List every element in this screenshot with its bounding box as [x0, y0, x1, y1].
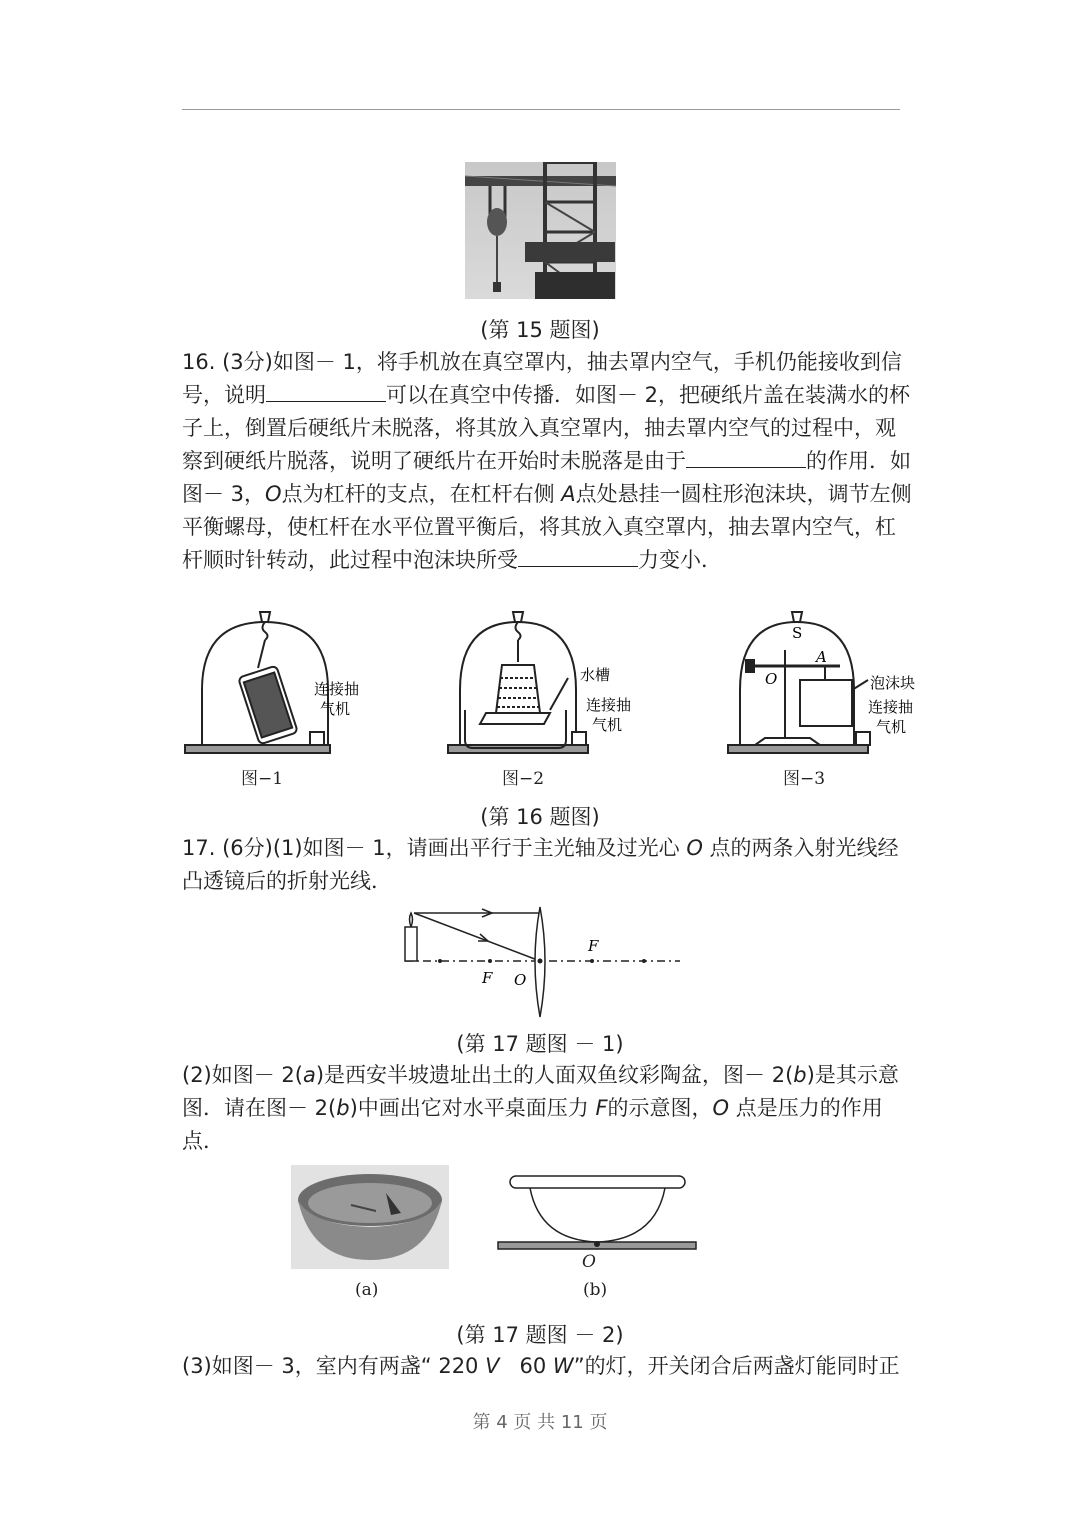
q16-point-a: A: [561, 482, 576, 506]
lens-f-left: F: [482, 969, 493, 987]
q16-text-a: 如图－ 1，将手机放在真空罩内，抽去罩内空气，手机仍能接收到信号，说明: [182, 350, 902, 407]
q16-blank-3[interactable]: [518, 546, 638, 567]
q17-part1: (1)如图－ 1，请画出平行于主光轴及过光心: [272, 836, 687, 860]
q17-part2e: 的示意图，: [607, 1096, 713, 1120]
fig16-caption: (第 16 题图): [480, 805, 600, 829]
q16-text-b: 可以在真空中传播．如图－ 2，把硬纸片盖在装满水的杯子上，倒置后硬纸片未脱落，将其放入真空罩内，抽去罩内空气的过程中，观察到硬纸片脱落，说明了硬纸片在开始时未脱落是由于: [182, 383, 911, 473]
water-tank-label: 水槽: [580, 666, 611, 684]
q17-o-italic: O: [686, 836, 703, 860]
pump-label-2a: 连接抽: [586, 696, 632, 714]
q17-b-it2: b: [336, 1096, 350, 1120]
q17-part2a: (2)如图－ 2(: [182, 1063, 303, 1087]
q17-a-it: a: [302, 1063, 316, 1087]
bowl-photo: [291, 1165, 449, 1269]
q16-text-c: 的作用．如图－ 3，: [182, 449, 911, 506]
q17-f-it: F: [595, 1096, 608, 1120]
header-rule: [182, 109, 900, 110]
question-16: [182, 346, 912, 577]
q17-number: 17.: [182, 836, 216, 860]
sub-label-b: (b): [583, 1280, 608, 1300]
sub-label-a: (a): [355, 1280, 379, 1300]
q16-number: 16.: [182, 350, 216, 374]
fig17-1-caption: (第 17 题图 － 1): [456, 1032, 624, 1056]
lens-f-right: F: [588, 937, 599, 955]
pump-label-1a: 连接抽: [314, 680, 360, 698]
q17-part2c: )是其示意图．请在图－ 2(: [182, 1063, 899, 1120]
question-17-part3: [182, 1350, 912, 1383]
q16-blank-1[interactable]: [266, 381, 386, 402]
bowl-diagram: [495, 1170, 700, 1270]
q16-text-f: 力变小．: [638, 548, 722, 572]
q16-point-o: O: [265, 482, 282, 506]
fig16-diagrams: [180, 610, 940, 760]
pump-label-3a: 连接抽: [868, 698, 914, 716]
fig17-2-caption: (第 17 题图 － 2): [456, 1323, 624, 1347]
fig16-2-label: 图−2: [502, 769, 545, 789]
q17-score: (6分): [222, 836, 273, 860]
q16-text-e: 点处悬挂一圆柱形泡沫块，调节左侧平衡螺母，使杠杆在水平位置平衡后，将其放入真空罩内，抽去罩内空气，杠杆顺时针转动，此过程中泡沫块所受: [182, 482, 912, 572]
q17-part3c: ”的灯，开关闭合后两盏灯能同时正: [573, 1354, 900, 1378]
lens-o-label: O: [514, 971, 527, 989]
fig3-s-mark: S: [792, 624, 803, 642]
q17-part3b: 60: [499, 1354, 553, 1378]
question-17-part1: [182, 832, 912, 898]
crane-photo: [465, 162, 616, 299]
q17-v-it: V: [485, 1354, 500, 1378]
pump-label-3b: 气机: [876, 718, 907, 736]
q17-o-it: O: [712, 1096, 730, 1120]
pump-label-2b: 气机: [592, 716, 623, 734]
q17-b-it: b: [793, 1063, 807, 1087]
q17-w-it: W: [552, 1354, 574, 1378]
question-17-part2: [182, 1059, 912, 1158]
q17-part3a: (3)如图－ 3，室内有两盏“ 220: [182, 1354, 486, 1378]
fig15-caption: (第 15 题图): [480, 318, 600, 342]
q17-part2d: )中画出它对水平桌面压力: [349, 1096, 596, 1120]
q16-text-d: 点为杠杆的支点，在杠杆右侧: [281, 482, 562, 506]
q17-part1b: 点的两条入射光线经凸透镜后的折射光线．: [182, 836, 899, 893]
lens-diagram: [400, 905, 685, 1025]
foam-block-label: 泡沫块: [870, 674, 916, 692]
fig3-a-mark: A: [816, 648, 827, 666]
q16-score: (3分): [222, 350, 273, 374]
pump-label-1b: 气机: [320, 700, 351, 718]
bowl-o-label: O: [582, 1252, 596, 1272]
fig16-3-label: 图−3: [783, 769, 826, 789]
q17-part2b: )是西安半坡遗址出土的人面双鱼纹彩陶盆，图－ 2(: [315, 1063, 794, 1087]
phone-icon: [238, 666, 298, 745]
fig3-o-mark: O: [765, 670, 778, 688]
page-footer: 第 4 页 共 11 页: [472, 1412, 608, 1433]
q16-blank-2[interactable]: [686, 447, 806, 468]
fig16-1-label: 图−1: [241, 769, 284, 789]
q17-part2f: 点是压力的作用点．: [182, 1096, 883, 1153]
